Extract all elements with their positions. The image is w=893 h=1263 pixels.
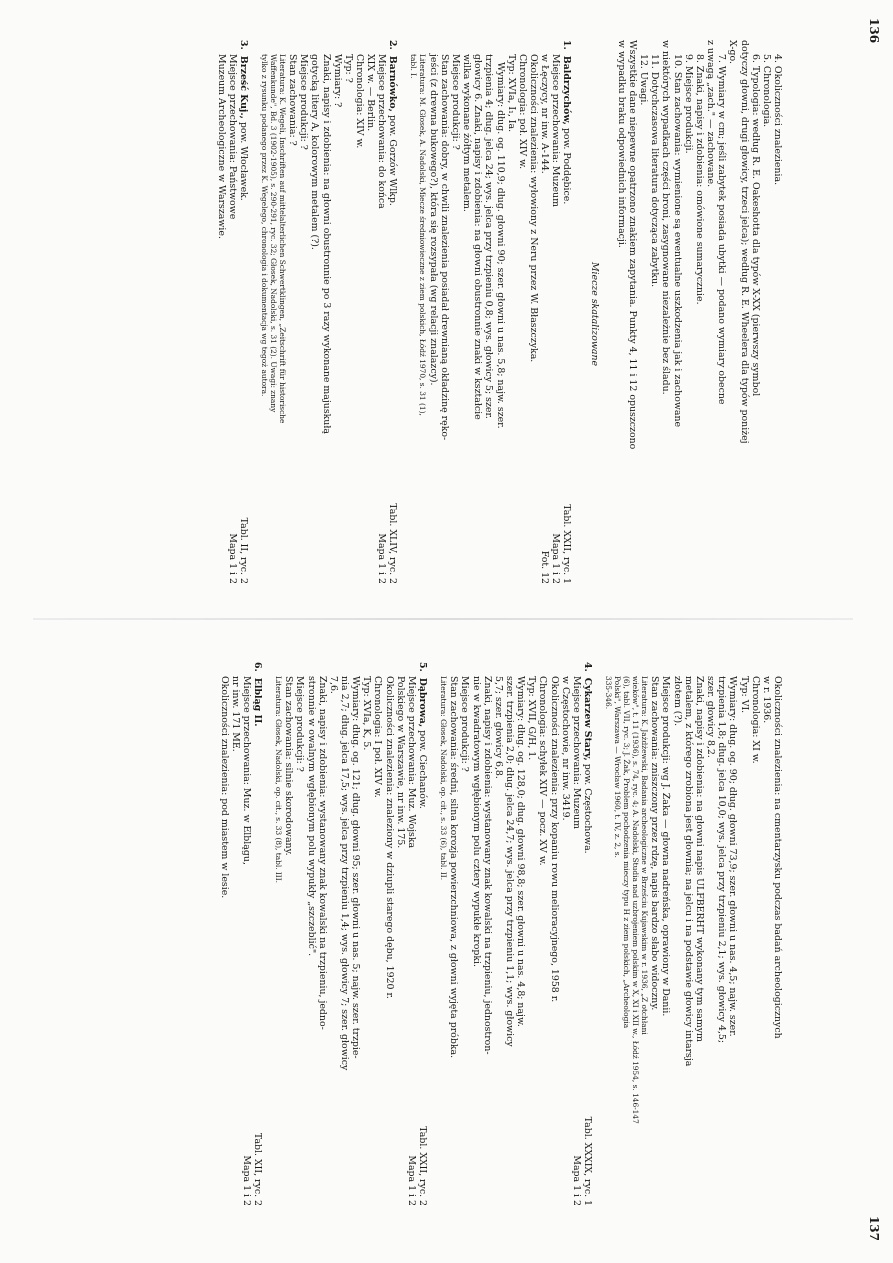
literature-line: tabl. I. — [409, 54, 419, 79]
text-line: Wymiary: dług. og. 121; dług. głowni 95; szer. głowni u nas. 5; najw. szer. trzpie- — [350, 676, 362, 1059]
entry-header-5: 5. Dąbrowa, pow. Ciechanów. Tabl. XXII, ryc. 2 — [417, 662, 429, 1206]
text-line: Wymiary: dług. og. 110,9; dług. głowni 90; szer. głowni u nas. 5,8; najw. szer. — [494, 62, 506, 429]
text-line: XIX w. — Berlin. — [365, 54, 377, 132]
text-line: 5. Chronologia. — [760, 54, 772, 128]
literature-line: 335-346. — [604, 676, 614, 710]
text-line: Okoliczności znalezienia: przy kopaniu rowu melioracyjnego, 1958 r. — [548, 676, 560, 1003]
literature-line: Literatura: K. Wegeli, Inschriften auf mittelalterlichen Schwertklingen, „Zeitschrift für historische — [277, 54, 287, 424]
text-line: Znaki, napisy i zdobienia: na głowni napis ULFBERHT wykonany tym samym — [693, 676, 705, 1042]
text-line: jeści (z drewna bukowego?), która się rozsypała (wg relacji znalazcy). — [427, 54, 439, 386]
text-line: Typ: XVIa, I₁, Ia. — [505, 54, 517, 133]
text-line: Wymiary: dług. og. 128,0; dług. głowni 98,8; szer. głowni u nas. 4,8; najw. — [515, 676, 527, 1027]
text-line: Okoliczności znalezienia: wyłowiony z Neru przez W. Błaszczyka. — [528, 54, 540, 363]
literature-line: Literatura: M. Głosek, A. Nadolski, Miecze średniowieczne z ziem polskich, Łódź 1970, s. 31 (1), — [418, 54, 428, 416]
text-line: Znaki, napisy i zdobienia: wystanowany znak kowalski na trzpieniu, jedno- — [316, 676, 328, 1030]
text-line: Typ: XVII, G/H, 1. — [526, 676, 538, 761]
literature-line: tylko z rysunku podanego przez K. Wegelego, chronologia i dokumentacja wg tegoż autora. — [259, 54, 269, 397]
text-line: Stan zachowania: ? — [287, 54, 299, 146]
text-line: 12. Uwagi. — [638, 54, 650, 106]
text-line: stronnie w owalnym wgłębionym polu wypukły „szczeblić". — [305, 676, 317, 957]
literature-line: Waffenkunde", Bd. 3 (1902-1905), s. 290-291, ryc. 32; Głosek, Nadolski, s. 31 (2). Uwagi: znany — [268, 54, 278, 413]
entry-header-6: 6. Elbląg II. Tabl. XII, ryc. 2 — [252, 662, 264, 1206]
text-line: Stan zachowania: średni, silna korozja powierzchniowa, z głowni wyjęta próbka. — [448, 676, 460, 1059]
text-line: w r. 1936. — [760, 676, 772, 724]
text-line: z uwagą „zach." — zachowane. — [705, 40, 717, 188]
text-line: Wymiary: ? — [331, 54, 343, 108]
entry-header-4: 4. Cykarzew Stary, pow. Częstochowa. Tabl. XXXIX, ryc. 1 — [582, 662, 594, 1206]
literature-line: Literatura: Głosek, Nadolski, op. cit., s. 33 (6), tabl. II. — [439, 676, 449, 881]
text-line: Znaki, napisy i zdobienia: na głowni obustronnie po 3 razy wykonane majuskułą — [320, 54, 332, 434]
section-heading: Miecze skatalizowane — [588, 261, 600, 367]
page-number-left: 136 — [867, 18, 881, 44]
literature-line: (6), tabl. VII, ryc. 3; J. Żak, Problem pochodzenia mieczy typu H z ziem polskich, „Archeologia — [622, 676, 632, 1029]
page-gutter — [33, 618, 853, 620]
text-line: Stan zachowania: dobry, w chwili znalezienia posiadał drewnianą okładzinę ręko- — [438, 54, 450, 441]
text-line: 5,7; szer. głowicy 6,8. — [492, 676, 504, 779]
text-line: trzpienia 1,8; dług. jelca 10,0; wys. jelca przy trzpieniu 2,1; wys. głowicy 4,5; — [716, 676, 728, 1044]
text-line: w niektórych wypadkach części broni, zasygnowane niezależnie bez śladu. — [660, 40, 672, 395]
text-line: wilka wykonane żółtym metalem. — [461, 54, 473, 212]
text-line: nia 2,7; dług. jelca 17,5; wys. jelca przy trzpieniu 1,4; wys. głowicy 7; szer. głowicy — [339, 676, 350, 1071]
text-line: 7,6. — [327, 676, 339, 694]
text-line: X-go. — [727, 40, 739, 64]
page-right-body: Okoliczności znalezienia: na cmentarzysku podczas badań archeologicznych w r. 1936. Chronologia: XI w. Typ: VI. Wymiary: dług. og. 90; dług. głowni 73,9; szer. głowni u nas. 4,5; najw. szer. trzpienia 1,8; dług. jelca 10,0; wys. jelca przy trzpieniu 2,1; wys. głowicy 4,5; szer. głowicy 8,2. Znaki, napisy i zdobienia: na głowni napis ULFBERHT wykonany tym samym metalem, z którego zrobiona jest głownia; na jelcu i na podstawie głowicy intarsja złotem (?). Miejsce produkcji: wg J. Żaka — głowna nadreńska, oprawiony w Danii. Stan zachowania: zniszczony przez rdzę, napis bardzo słabo widoczny. Literatura: K. Jażdżewski, Badania archeologiczne w Brześciu Kujawskim w r. 1936, „Z otchłani wieków", t. 11 (1936), s. 74, ryc. 4; A. Nadolski, Studia nad uzbrojeniem polskim w X, XI i XII w., Łódź 1954, s. 146-147 (6), tabl. VII, ryc. 3; J. Żak, Problem pochodzenia mieczy typu H z ziem polskich, „Archeologia Polski", Warszawa — Wrocław 1960, t. IV, z. 2, s. 335-346. 4. Cykarzew Stary, pow. Częstochowa. Tabl. XXXIX, ryc. 1 Miejsce przechowania: Muzeum Mapa 1 i 2 w Częstochowie, nr inw. 3419. Okoliczności znalezienia: przy kopaniu rowu melioracyjnego, 1958 r. Chronologia: schyłek XIV — pocz. XV w. Typ: XVII, G/H, 1. Wymiary: dług. og. 128,0; dług. głowni 98,8; szer. głowni u nas. 4,8; najw. szer. trzpienia 2,0; dług. jelca 24,7; wys. jelca przy trzpieniu 1,1; wys. głowicy 5,7; szer. głowicy 6,8. Znaki, napisy i zdobienia: wystanowany znak kowalski na trzpieniu, jednostron- nie w kwadratowym wgłębionym polu cztery wypukłe kropki. Miejsce produkcji: ? Stan zachowania: średni, silna korozja powierzchniowa, z głowni wyjęta próbka. Literatura: Głosek, Nadolski, op. cit., s. 33 (6), tabl. II. 5. Dąbrowa, pow. Ciechanów. Tabl. XXII, ryc. 2 Miejsce przechowania: Muz. Wojska Mapa 1 i 2 Polskiego w Warszawie, nr inw. 175. Okoliczności znalezienia: znaleziony w dziupli starego dębu, 1920 r. Chronologia: I poł. XIV w. Typ: XVIa, K, 5. Wymiary: dług. og. 121; dług. głowni 95; szer. głowni u nas. 5; najw. szer. trzpie- nia 2,7; dług. jelca 17,5; wys. jelca przy trzpieniu 1,4; wys. głowicy 7; szer. głowicy 7,6. Znaki, napisy i zdobienia: wystanowany znak kowalski na trzpieniu, jedno- stronnie w owalnym wgłębionym polu wypukły „szczeblić". Miejsce produkcji: ? Stan zachowania: silnie skorodowany. Literatura: Głosek, Nadolski, op. cit., s. 33 (8), tabl. III. 6. Elbląg II. Tabl. XII, ryc. 2 Miejsce przechowania: Muz. w Elblągu, Mapa 1 i 2 nr inw. 171 ME. Okoliczności znalezienia: pod miastem w lesie. — [20, 662, 783, 1210]
text-line: 11. Dotychczasowa literatura dotycząca zabytku. — [649, 54, 661, 288]
text-line: szer. trzpienia 2,0; dług. jelca 24,7; wys. jelca przy trzpieniu 1,1; wys. głowicy — [504, 676, 516, 1047]
text-line: Stan zachowania: zniszczony przez rdzę, napis bardzo słabo widoczny. — [649, 676, 661, 1011]
text-line: nr inw. 171 ME. — [229, 676, 241, 752]
page-number-right: 137 — [867, 1215, 881, 1241]
text-line: Miejsce produkcji: ? — [298, 54, 310, 150]
text-line: Typ: ? — [342, 54, 354, 83]
text-line: Polskiego w Warszawie, nr inw. 175. — [394, 676, 406, 849]
text-line: 7. Wymiary w cm; jeśli zabytek posiada ubytki — podano wymiary obecne — [716, 54, 728, 405]
text-line: Wymiary: dług. og. 90; dług. głowni 73,9; szer. głowni u nas. 4,5; najw. szer. — [727, 676, 739, 1037]
text-line: Chronologia: schyłek XIV — pocz. XV w. — [537, 676, 549, 866]
text-line: Miejsce produkcji: ? — [449, 54, 461, 150]
text-line: Okoliczności znalezienia: na cmentarzysku podczas badań archeologicznych — [772, 676, 783, 1039]
text-line: Okoliczności znalezienia: znaleziony w dziupli starego dębu, 1920 r. — [383, 676, 395, 999]
text-line: Okoliczności znalezienia: pod miastem w lesie. — [218, 676, 230, 899]
entry-header-2: 2. Barnówko, pow. Gorzów Wlkp. Tabl. XLIV, ryc. 2 — [387, 40, 399, 584]
text-line: 6. Typologia: według R. E. Oakeshotta dla typów X-XX (pierwszy symbol — [749, 54, 761, 397]
text-line: głowicy 6. Znaki, napisy i zdobienia: na głowni obustronnie znaki w kształcie — [472, 54, 484, 420]
text-line: szer. głowicy 8,2. — [705, 676, 717, 758]
literature-line: Literatura: K. Jażdżewski, Badania archeologiczne w Brześciu Kujawskim w r. 1936, „Z otchłani — [640, 676, 650, 1035]
text-line: nie w kwadratowym wgłębionym polu cztery wypukłe kropki. — [470, 676, 482, 968]
text-line: Znaki, napisy i zdobienia: wystanowany znak kowalski na trzpieniu, jednostron- — [481, 676, 493, 1055]
text-line: Muzeum Archeologiczne w Warszawie. — [215, 54, 227, 239]
literature-line: Polski", Warszawa — Wrocław 1960, t. IV, z. 2, s. — [613, 676, 623, 858]
text-line: Wszystkie dane niepewne opatrzono znakiem zapytania. Punkty 4, 11 i 12 opuszczono — [626, 40, 638, 450]
text-line: Typ: VI. — [738, 676, 750, 714]
literature-line: wieków", t. 11 (1936), s. 74, ryc. 4; A. Nadolski, Studia nad uzbrojeniem polskim w X, XI i XII w., Łódź 1954, s. 146-147 — [631, 676, 641, 1124]
text-line: Chronologia: XIV w. — [354, 54, 365, 149]
text-line: metalem, z którego zrobiona jest głownia; na jelcu i na podstawie głowicy intarsja — [682, 676, 694, 1067]
text-line: Miejsce produkcji: ? — [459, 676, 471, 772]
text-line: 8. Znaki, napisy i zdobienia: omówione sumarycznie. — [693, 54, 705, 305]
text-line: 4. Okoliczności znalezienia. — [772, 54, 783, 186]
text-line: 10. Stan zachowania: wymienione są ewentualne uszkodzenia jak i zachowane — [671, 54, 683, 428]
text-line: gotycką litery A, kolorowym metalem (?). — [309, 54, 321, 250]
text-line: w wypadku braku odpowiednich informacji. — [615, 40, 627, 248]
text-line: Miejsce produkcji: ? — [294, 676, 306, 772]
text-line: Miejsce produkcji: wg J. Żaka — głowna nadreńska, oprawiony w Danii. — [660, 676, 672, 1017]
literature-line: Literatura: Głosek, Nadolski, op. cit., s. 33 (8), tabl. III. — [274, 676, 284, 883]
page-left-body: 4. Okoliczności znalezienia. 5. Chronologia. 6. Typologia: według R. E. Oakeshotta dla typów X-XX (pierwszy symbol dotyczy głowni, drugi głowicy, trzeci jelca); według R. E. Wheelera dla typów poniżej X-go. 7. Wymiary w cm; jeśli zabytek posiada ubytki — podano wymiary obecne z uwagą „zach." — zachowane. 8. Znaki, napisy i zdobienia: omówione sumarycznie. 9. Miejsce produkcji. 10. Stan zachowania: wymienione są ewentualne uszkodzenia jak i zachowane w niektórych wypadkach części broni, zasygnowane niezależnie bez śladu. 11. Dotychczasowa literatura dotycząca zabytku. 12. Uwagi. Wszystkie dane niepewne opatrzono znakiem zapytania. Punkty 4, 11 i 12 opuszczono w wypadku braku odpowiednich informacji. Miecze skatalizowane 1. Baldrzychów, pow. Poddębice. Tabl. XXII, ryc. 1 Miejsce przechowania: Muzeum Mapa 1 i 2 w Łęczycy, nr inw. A-144. Fot. 12 Okoliczności znalezienia: wyłowiony z Neru przez W. Błaszczyka. Chronologia: poł. XIV w. Typ: XVIa, I₁, Ia. Wymiary: dług. og. 110,9; dług. głowni 90; szer. głowni u nas. 5,8; najw. szer. trzpienia 4; dług. jelca 24; wys. jelca przy trzpieniu 0,8; wys. głowicy 5; szer. głowicy 6. Znaki, napisy i zdobienia: na głowni obustronnie znaki w kształcie wilka wykonane żółtym metalem. Miejsce produkcji: ? Stan zachowania: dobry, w chwili znalezienia posiadał drewnianą okładzinę ręko- jeści (z drewna bukowego?), która się rozsypała (wg relacji znalazcy). Literatura: M. Głosek, A. Nadolski, Miecze średniowieczne z ziem polskich, Łódź 1970, s. 31 (1), tabl. I. 2. Barnówko, pow. Gorzów Wlkp. Tabl. XLIV, ryc. 2 Miejsce przechowania: do końca Mapa 1 i 2 XIX w. — Berlin. Chronologia: XIV w. Typ: ? Wymiary: ? Znaki, napisy i zdobienia: na głowni obustronnie po 3 razy wykonane majuskułą gotycką litery A, kolorowym metalem (?). Miejsce produkcji: ? Stan zachowania: ? Literatura: K. Wegeli, Inschriften auf mittelalterlichen Schwertklingen, „Zeitschrift für historische Waffenkunde", Bd. 3 (1902-1905), s. 290-291, ryc. 32; Głosek, Nadolski, s. 31 (2). Uwagi: znany tylko z rysunku podanego przez K. Wegelego, chronologia i dokumentacja wg tegoż autora. 3. Brześć Kuj., pow. Włocławek. Tabl. II, ryc. 2 Miejsce przechowania: Państwowe Mapa 1 i 2 Muzeum Archeologiczne w Warszawie. — [20, 40, 783, 588]
text-line: 9. Miejsce produkcji. — [682, 54, 694, 154]
page-right — [0, 632, 893, 1263]
text-line: trzpienia 4; dług. jelca 24; wys. jelca przy trzpieniu 0,8; wys. głowicy 5; szer. — [483, 54, 495, 419]
text-line: Stan zachowania: silnie skorodowany. — [283, 676, 295, 856]
entry-header-3: 3. Brześć Kuj., pow. Włocławek. Tabl. II, ryc. 2 — [237, 40, 249, 584]
text-line: złotem (?). — [671, 676, 683, 727]
text-line: Typ: XVIa, K, 5. — [361, 676, 373, 751]
text-line: w Częstochowie, nr inw. 3419. — [559, 676, 571, 821]
text-line: Chronologia: I poł. XIV w. — [372, 676, 384, 798]
text-line: Chronologia: poł. XIV w. — [516, 54, 528, 170]
entry-header-1: 1. Baldrzychów, pow. Poddębice. Tabl. XXII, ryc. 1 — [561, 40, 573, 584]
text-line: dotyczy głowni, drugi głowicy, trzeci jelca); według R. E. Wheelera dla typów poniżej — [738, 40, 750, 444]
text-line: Chronologia: XI w. — [749, 676, 761, 764]
